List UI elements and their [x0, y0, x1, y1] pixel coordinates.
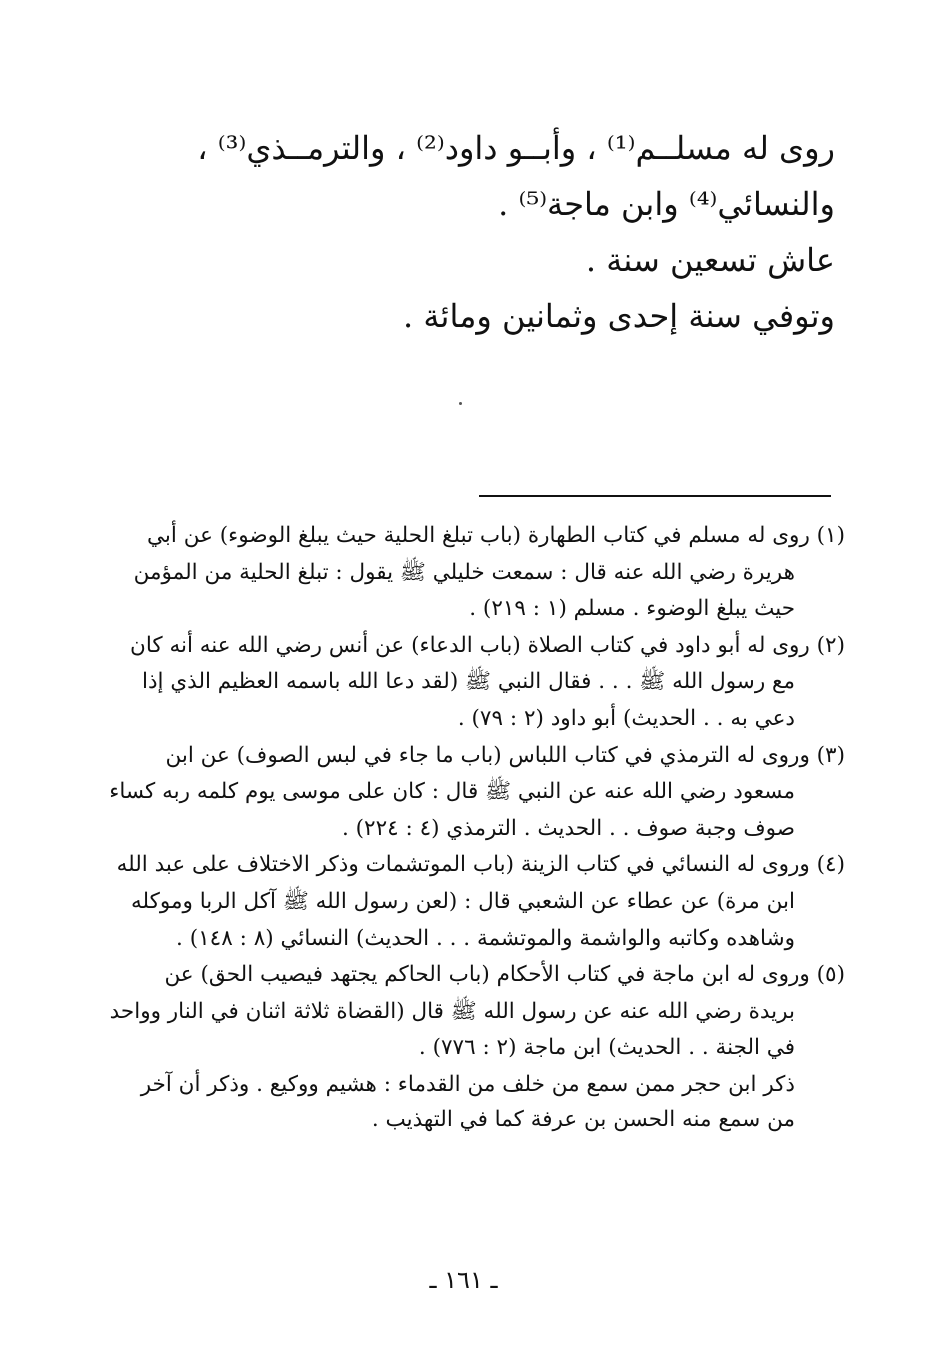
page-number: ـ ١٦١ ـ: [429, 1266, 498, 1294]
footnote-4-row-1: (٤) وروى له النسائي في كتاب الزينة (باب الموتشمات وذكر الاختلاف على عبد الله: [116, 852, 845, 878]
additional-note-row-2: من سمع منه الحسن بن عرفة كما في التهذيب .: [371, 1106, 795, 1132]
footnote-1-row-3: حيث يبلغ الوضوء . مسلم (١ : ٢١٩) .: [469, 596, 795, 622]
main-line-1: روى له مسلــم⁽¹⁾ ، وأبــو داود⁽²⁾ ، والترمــذي⁽³⁾ ،: [197, 129, 835, 167]
stray-mark: [459, 402, 462, 405]
main-line-4: وتوفي سنة إحدى وثمانين ومائة .: [403, 297, 835, 335]
footnote-3-row-2: مسعود رضي الله عنه عن النبي ﷺ قال : كان على موسى يوم كلمه ربه كساء: [109, 779, 795, 805]
footnote-3-row-1: (٣) وروى له الترمذي في كتاب اللباس (باب ما جاء في لبس الصوف) عن ابن: [165, 742, 845, 768]
footnote-separator: [479, 495, 831, 497]
footnote-5-row-2: بريدة رضي الله عنه عن رسول الله ﷺ قال (القضاة ثلاثة اثنان في النار وواحد: [109, 998, 795, 1024]
footnote-1-row-2: هريرة رضي الله عنه قال : سمعت خليلي ﷺ يقول : تبلغ الحلية من المؤمن: [133, 559, 795, 585]
footnotes: [109, 518, 845, 1137]
main-line-2: والنسائي⁽⁴⁾ وابن ماجة⁽⁵⁾ .: [498, 185, 835, 223]
additional-note-row-1: ذكر ابن حجر ممن سمع من خلف من القدماء : هشيم ووكيع . وذكر أن آخر: [140, 1071, 795, 1097]
footnote-2-row-1: (٢) روى له أبو داود في كتاب الصلاة (باب الدعاء) عن أنس رضي الله عنه أنه كان: [130, 632, 845, 658]
footnote-3: [109, 738, 845, 848]
footnote-3-row-3: صوف وجبة صوف . . الحديث . الترمذي (٤ : ٢٢٤) .: [341, 815, 795, 841]
footnote-4: [116, 847, 845, 957]
footnote-5-row-1: (٥) وروى له ابن ماجة في كتاب الأحكام (باب الحاكم يجتهد فيصيب الحق) عن: [164, 962, 845, 988]
footnote-4-row-2: ابن مرة) عن عطاء عن الشعبي قال : (لعن رسول الله ﷺ آكل الربا وموكله: [131, 888, 795, 914]
footnote-4-row-3: وشاهده وكاتبه والواشمة والموتشمة . . . الحديث) النسائي (٨ : ١٤٨) .: [176, 925, 795, 951]
footnote-2-row-2: مع رسول الله ﷺ . . . فقال النبي ﷺ (لقد دعا الله باسمه العظيم الذي إذا: [141, 669, 795, 695]
footnote-1: [128, 518, 845, 628]
footnote-5-row-3: في الجنة . . الحديث) ابن ماجة (٢ : ٧٧٦) .: [418, 1035, 795, 1061]
footnote-2: [128, 628, 845, 738]
additional-note: [128, 1067, 845, 1137]
main-line-3: عاش تسعين سنة .: [585, 241, 835, 279]
footnote-2-row-3: دعي به . . الحديث) أبو داود (٢ : ٧٩) .: [457, 705, 795, 731]
main-text: [60, 120, 835, 344]
footnote-5: [109, 957, 845, 1067]
footnote-1-row-1: (١) روى له مسلم في كتاب الطهارة (باب تبلغ الحلية حيث يبلغ الوضوء) عن أبي: [146, 523, 845, 548]
